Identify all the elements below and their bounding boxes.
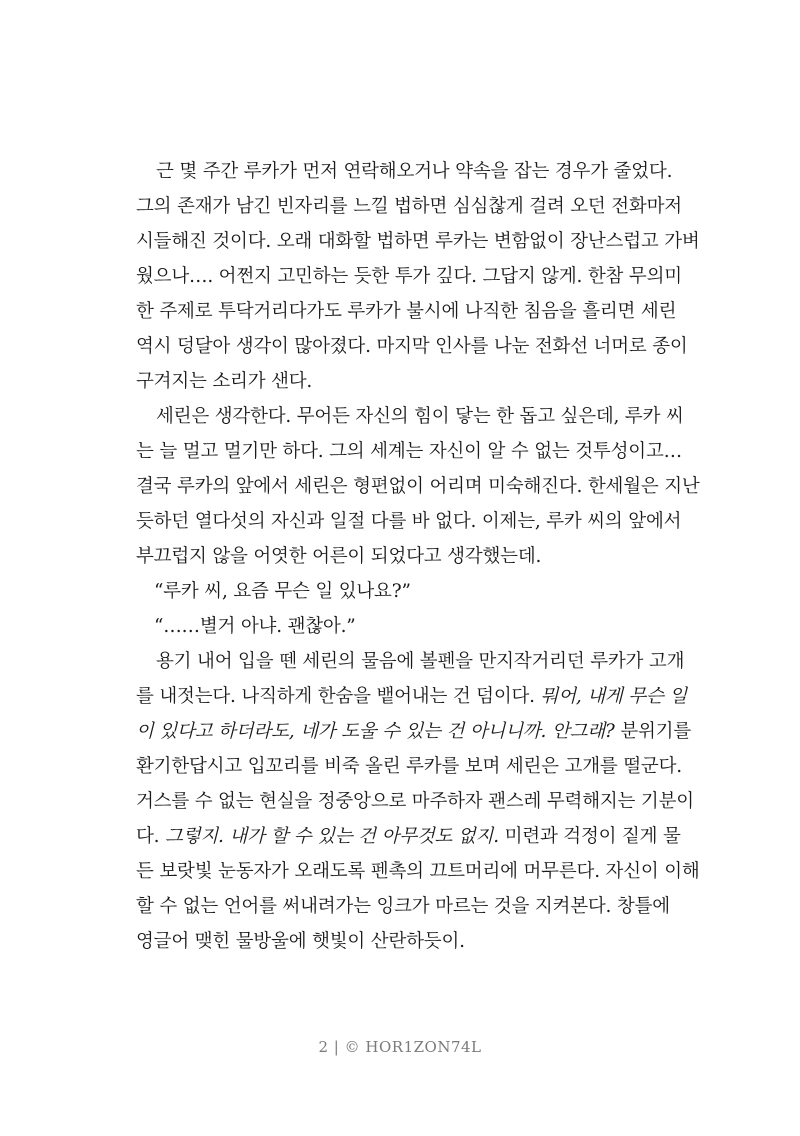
dialogue-line: “루카 씨, 요즘 무슨 일 있나요?” <box>154 581 411 602</box>
text-line: 웠으나…. 어쩐지 고민하는 듯한 투가 깊다. 그답지 않게. 한참 무의미 <box>136 266 682 287</box>
text-segment: 다. <box>136 826 160 847</box>
text-line: 세린은 생각한다. 무어든 자신의 힘이 닿는 한 돕고 싶은데, 루카 씨 <box>156 406 684 427</box>
text-line: 결국 루카의 앞에서 세린은 형편없이 어리며 미숙해진다. 한세월은 지난 <box>136 476 700 497</box>
text-segment: 분위기를 <box>620 721 692 742</box>
text-line <box>136 819 681 854</box>
copyright-text: © HOR1ZON74L <box>344 1038 482 1056</box>
footer-separator: | <box>333 1038 340 1056</box>
italic-segment: 뭐어, 내게 무슨 일 <box>540 686 687 707</box>
text-line: 근 몇 주간 루카가 먼저 연락해오거나 약속을 잡는 경우가 줄었다. <box>156 161 673 182</box>
text-line: 할 수 없는 언어를 써내려가는 잉크가 마르는 것을 지켜본다. 창틀에 <box>136 896 670 917</box>
text-line: 한 주제로 투닥거리다가도 루카가 불시에 나직한 침음을 흘리면 세린 <box>136 301 677 322</box>
text-segment: 미련과 걱정이 짙게 물 <box>504 826 681 847</box>
text-line: 영글어 맺힌 물방울에 햇빛이 산란하듯이. <box>136 931 465 952</box>
text-line: 구겨지는 소리가 샌다. <box>136 371 313 392</box>
text-line: 는 늘 멀고 멀기만 하다. 그의 세계는 자신이 알 수 없는 것투성이고… <box>136 441 682 462</box>
text-line: 든 보랏빛 눈동자가 오래도록 펜촉의 끄트머리에 머무른다. 자신이 이해 <box>136 861 700 882</box>
dialogue-line: “……별거 아냐. 괜찮아.” <box>154 616 356 637</box>
text-line: 부끄럽지 않을 어엿한 어른이 되었다고 생각했는데. <box>136 546 542 567</box>
text-line <box>136 714 692 749</box>
page-footer <box>0 1038 800 1056</box>
text-line: 시들해진 것이다. 오래 대화할 법하면 루카는 변함없이 장난스럽고 가벼 <box>136 231 700 252</box>
body-text <box>136 154 700 959</box>
page-number: 2 <box>318 1038 329 1056</box>
text-segment: 를 내젓는다. 나직하게 한숨을 뱉어내는 건 덤이다. <box>136 686 535 707</box>
text-line: 듯하던 열다섯의 자신과 일절 다를 바 없다. 이제는, 루카 씨의 앞에서 <box>136 511 682 532</box>
text-line: 그의 존재가 남긴 빈자리를 느낄 법하면 심심찮게 걸려 오던 전화마저 <box>136 196 682 217</box>
text-line: 거스를 수 없는 현실을 정중앙으로 마주하자 괜스레 무력해지는 기분이 <box>136 791 694 812</box>
text-line: 환기한답시고 입꼬리를 비죽 올린 루카를 보며 세린은 고개를 떨군다. <box>136 756 682 777</box>
text-line: 역시 덩달아 생각이 많아졌다. 마지막 인사를 나눈 전화선 너머로 종이 <box>136 336 688 357</box>
italic-segment: 그렇지. 내가 할 수 있는 건 아무것도 없지. <box>165 826 499 847</box>
italic-segment: 이 있다고 하더라도, 네가 도울 수 있는 건 아니니까. 안그래? <box>136 721 615 742</box>
text-line <box>136 679 687 714</box>
text-line: 용기 내어 입을 뗀 세린의 물음에 볼펜을 만지작거리던 루카가 고개 <box>156 651 685 672</box>
